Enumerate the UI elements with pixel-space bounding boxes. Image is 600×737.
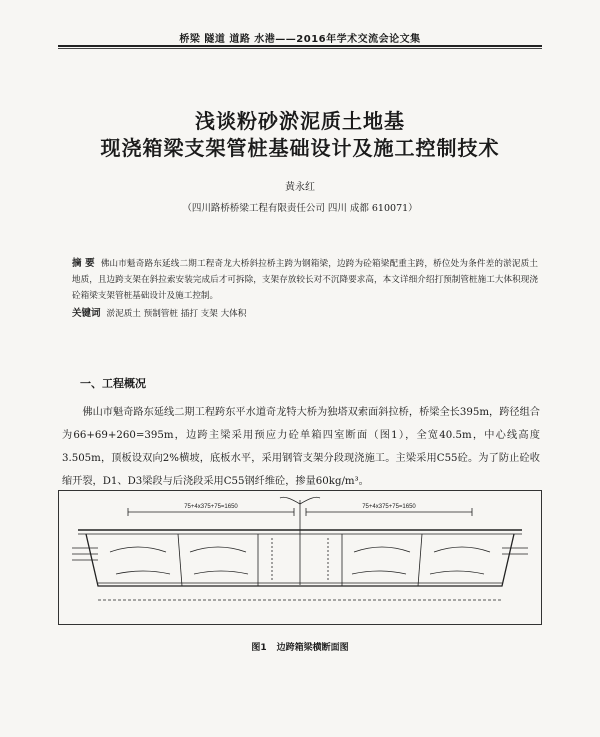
running-header: 桥梁 隧道 道路 水港——2016年学术交流会论文集 [179, 34, 421, 45]
affiliation: （四川路桥桥梁工程有限责任公司 四川 成都 610071） [182, 203, 418, 214]
abstract [72, 256, 538, 304]
header-rule-thin [58, 48, 542, 49]
cross-section-figure [58, 490, 542, 625]
abstract-label: 摘 要 [72, 258, 95, 269]
header-rule [58, 45, 542, 47]
section-heading: 一、工程概况 [80, 377, 146, 390]
keywords-label: 关键词 [72, 308, 101, 319]
keywords [72, 305, 246, 319]
paper-title-line1: 浅谈粉砂淤泥质土地基 [195, 109, 405, 133]
dimension-left: 75+4x375+75=1650 [184, 504, 238, 510]
figure-caption [0, 640, 600, 653]
figure-number: 图1 [251, 643, 267, 653]
paper-title-line2: 现浇箱梁支架管桩基础设计及施工控制技术 [100, 136, 500, 160]
section-body: 佛山市魁奇路东延线二期工程跨东平水道奇龙特大桥为独塔双索面斜拉桥，桥梁全长395m，跨径组合为66+69+260=395m，边跨主梁采用预应力砼单箱四室断面（图1），全宽40.5m，中心线高度3.505m，顶板设双向2%横坡，底板水平，采用钢管支架分段现浇施工。主梁采用C55砼。为了防止砼收缩开裂，D1、D3梁段与后浇段采用C55钢纤维砼，掺量60kg/m³。 [62, 407, 540, 487]
abstract-text: 佛山市魁奇路东延线二期工程奇龙大桥斜拉桥主跨为钢箱梁，边跨为砼箱梁配重主跨，桥位处为条件差的淤泥质土地质，且边跨支架在斜拉索安装完成后才可拆除，支架存放较长对不沉降要求高，本文详细介绍打预制管桩施工大体积现浇砼箱梁支架管桩基础设计及施工控制。 [72, 259, 538, 301]
author: 黄永红 [285, 182, 315, 193]
keywords-text: 淤泥质土 预制管桩 插打 支架 大体积 [106, 309, 247, 319]
figure-caption-text: 边跨箱梁横断面图 [276, 643, 349, 653]
dimension-right: 75+4x375+75=1650 [362, 504, 416, 510]
